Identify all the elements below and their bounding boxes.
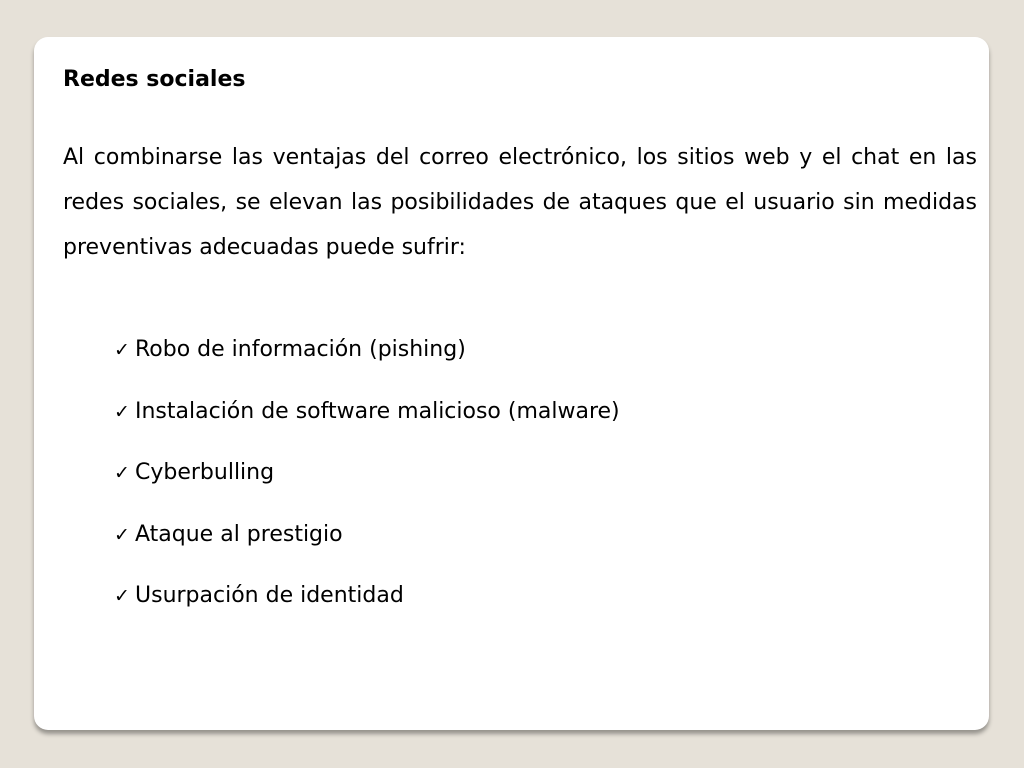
list-item-label: Usurpación de identidad (135, 583, 404, 608)
checkmark-icon: ✓ (114, 523, 130, 546)
intro-paragraph: Al combinarse las ventajas del correo electrónico, los sitios web y el chat en las redes sociales, se elevan las posibilidades de ataques que el usuario sin medidas preventivas adecuadas puede sufrir: (63, 145, 977, 260)
risk-list (114, 332, 620, 640)
list-item (114, 578, 620, 640)
list-item-label: Instalación de software malicioso (malware) (135, 398, 620, 424)
list-item-label: Ataque al prestigio (135, 521, 343, 547)
slide-card (34, 37, 989, 730)
list-item-label: Robo de información (pishing) (135, 337, 466, 362)
list-item-label: Cyberbulling (135, 460, 275, 485)
checkmark-icon: ✓ (114, 462, 130, 484)
list-item (114, 394, 620, 456)
checkmark-icon: ✓ (114, 400, 130, 423)
checkmark-icon: ✓ (114, 339, 130, 361)
checkmark-icon: ✓ (114, 585, 130, 607)
list-item (114, 455, 620, 517)
list-item (114, 332, 620, 394)
slide-title: Redes sociales (63, 67, 246, 92)
list-item (114, 517, 620, 579)
